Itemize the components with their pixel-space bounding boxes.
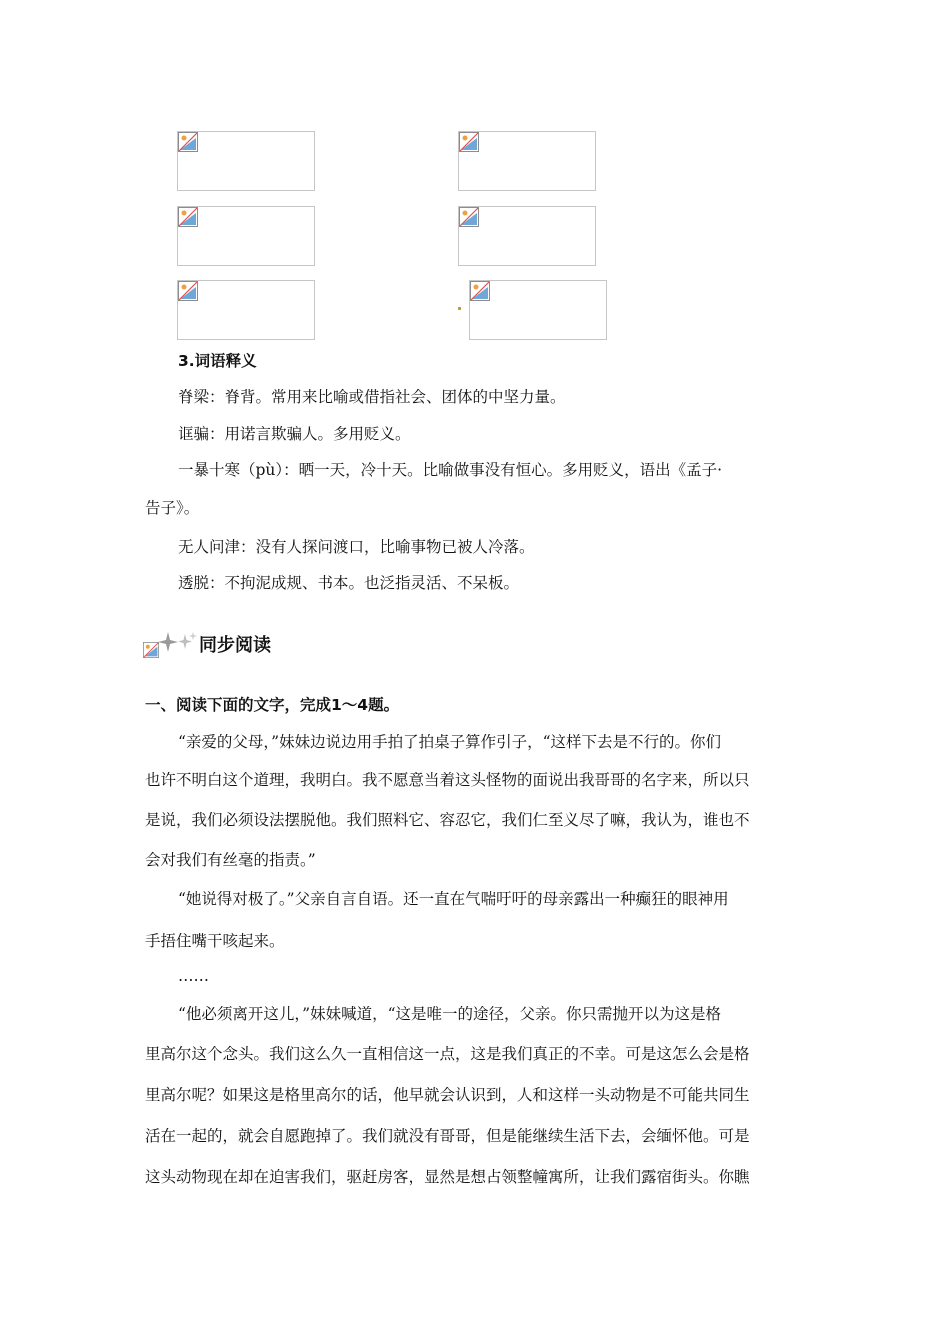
passage-line: “他必须离开这儿，”妹妹喊道，“这是唯一的途径，父亲。你只需抛开以为这是格 [178, 1005, 722, 1023]
sparkle-icon [158, 630, 198, 654]
passage-line: “亲爱的父母，”妹妹边说边用手拍了拍桌子算作引子，“这样下去是不行的。你们 [178, 733, 722, 751]
passage-line: 也许不明白这个道理，我明白。我不愿意当着这头怪物的面说出我哥哥的名字来，所以只 [145, 771, 750, 789]
broken-image-icon [459, 207, 479, 227]
passage-line: 手捂住嘴干咳起来。 [145, 932, 285, 950]
passage-line: 活在一起的，就会自愿跑掉了。我们就没有哥哥，但是能继续生活下去，会缅怀他。可是 [145, 1127, 750, 1145]
passage-line: “她说得对极了。”父亲自言自语。还一直在气喘吁吁的母亲露出一种癫狂的眼神用 [178, 890, 729, 908]
broken-image-icon [459, 132, 479, 152]
passage-line: 会对我们有丝毫的指责。” [145, 851, 316, 869]
broken-image-icon [178, 281, 198, 301]
definition-item: 诓骗：用诺言欺骗人。多用贬义。 [178, 425, 411, 443]
definition-item-continued: 告子》。 [145, 499, 200, 517]
section-heading: 3.词语释义 [178, 352, 257, 370]
image-placeholder-3 [177, 206, 315, 266]
image-placeholder-5 [177, 280, 315, 340]
image-placeholder-1 [177, 131, 315, 191]
definition-item: 一暴十寒（pù）：晒一天，冷十天。比喻做事没有恒心。多用贬义，语出《孟子· [178, 461, 723, 479]
question-prompt: 一、阅读下面的文字，完成1～4题。 [145, 696, 400, 714]
image-placeholder-2 [458, 131, 596, 191]
ellipsis-line: …… [178, 967, 209, 985]
passage-line: 里高尔呢？如果这是格里高尔的话，他早就会认识到，人和这样一头动物是不可能共同生 [145, 1086, 750, 1104]
broken-image-icon [178, 132, 198, 152]
image-placeholder-6 [469, 280, 607, 340]
definition-item: 无人问津：没有人探问渡口，比喻事物已被人冷落。 [178, 538, 535, 556]
section-title: 同步阅读 [199, 635, 271, 656]
passage-line: 这头动物现在却在迫害我们，驱赶房客，显然是想占领整幢寓所，让我们露宿街头。你瞧 [145, 1168, 750, 1186]
broken-image-icon [470, 281, 490, 301]
passage-line: 里高尔这个念头。我们这么久一直相信这一点，这是我们真正的不幸。可是这怎么会是格 [145, 1045, 750, 1063]
anchor-dot [458, 307, 461, 310]
definition-item: 透脱：不拘泥成规、书本。也泛指灵活、不呆板。 [178, 574, 520, 592]
broken-image-icon [178, 207, 198, 227]
definition-item: 脊梁：脊背。常用来比喻或借指社会、团体的中坚力量。 [178, 388, 566, 406]
broken-image-icon [143, 642, 159, 658]
passage-line: 是说，我们必须设法摆脱他。我们照料它、容忍它，我们仁至义尽了嘛，我认为，谁也不 [145, 811, 750, 829]
image-placeholder-4 [458, 206, 596, 266]
